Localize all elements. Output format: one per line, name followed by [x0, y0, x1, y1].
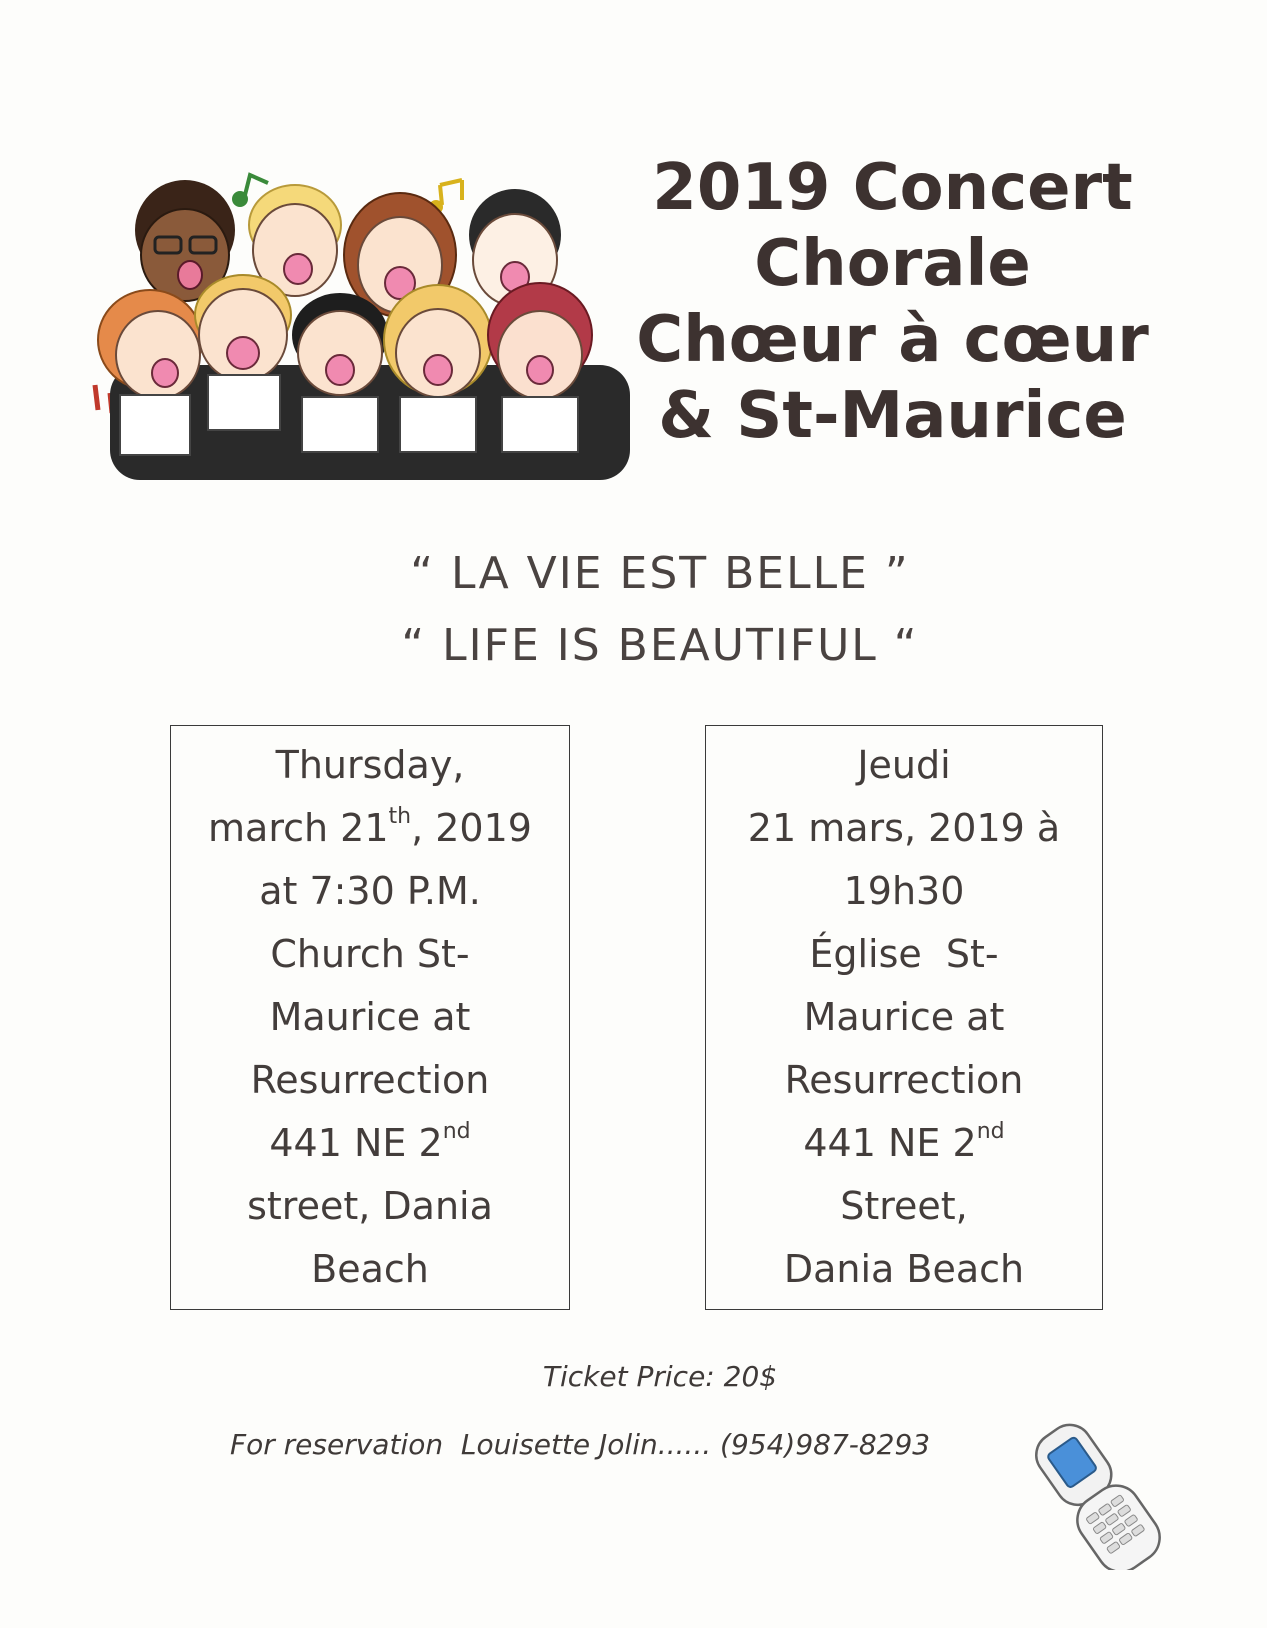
event-date: march 21th, 2019: [208, 804, 532, 850]
flip-phone-icon: [1005, 1420, 1175, 1570]
venue-line-1: Église St-: [809, 932, 999, 976]
event-details-french: [705, 725, 1103, 1310]
singer-front-5: [488, 283, 592, 452]
tagline-french: “ LA VIE EST BELLE ”: [410, 548, 910, 599]
title-line-1: 2019 Concert: [652, 151, 1133, 225]
event-time: 19h30: [843, 869, 965, 913]
title-line-3: Chœur à cœur: [636, 303, 1149, 377]
address-line-2: Street,: [840, 1184, 968, 1228]
address-line-3: Beach: [311, 1247, 429, 1291]
music-note-icon: [95, 385, 112, 413]
venue-line-2: Maurice at: [803, 995, 1005, 1039]
address-line-1: 441 NE 2nd: [803, 1119, 1005, 1165]
venue-line-1: Church St-: [270, 932, 470, 976]
address-line-1: 441 NE 2nd: [269, 1119, 471, 1165]
address-line-3: Dania Beach: [783, 1247, 1025, 1291]
event-day: Jeudi: [857, 743, 951, 787]
address-line-2: street, Dania: [247, 1184, 493, 1228]
singer-front-2: [195, 275, 291, 430]
reservation-contact: For reservation Louisette Jolin...... (954)987-8293: [230, 1428, 931, 1461]
tagline-english: “ LIFE IS BEAUTIFUL “: [401, 620, 919, 671]
event-details-english: [170, 725, 570, 1310]
singer-front-4: [384, 285, 492, 452]
title-line-4: & St-Maurice: [658, 379, 1127, 453]
ticket-price: Ticket Price: 20$: [542, 1360, 778, 1393]
event-day: Thursday,: [275, 743, 465, 787]
venue-line-2: Maurice at: [269, 995, 471, 1039]
singer-front-3: [292, 293, 388, 452]
venue-line-3: Resurrection: [250, 1058, 490, 1102]
choir-illustration: [90, 165, 635, 480]
venue-line-3: Resurrection: [784, 1058, 1024, 1102]
concert-title: [620, 150, 1165, 454]
event-date: 21 mars, 2019 à: [747, 806, 1061, 850]
event-time: at 7:30 P.M.: [259, 869, 481, 913]
title-line-2: Chorale: [754, 227, 1031, 301]
